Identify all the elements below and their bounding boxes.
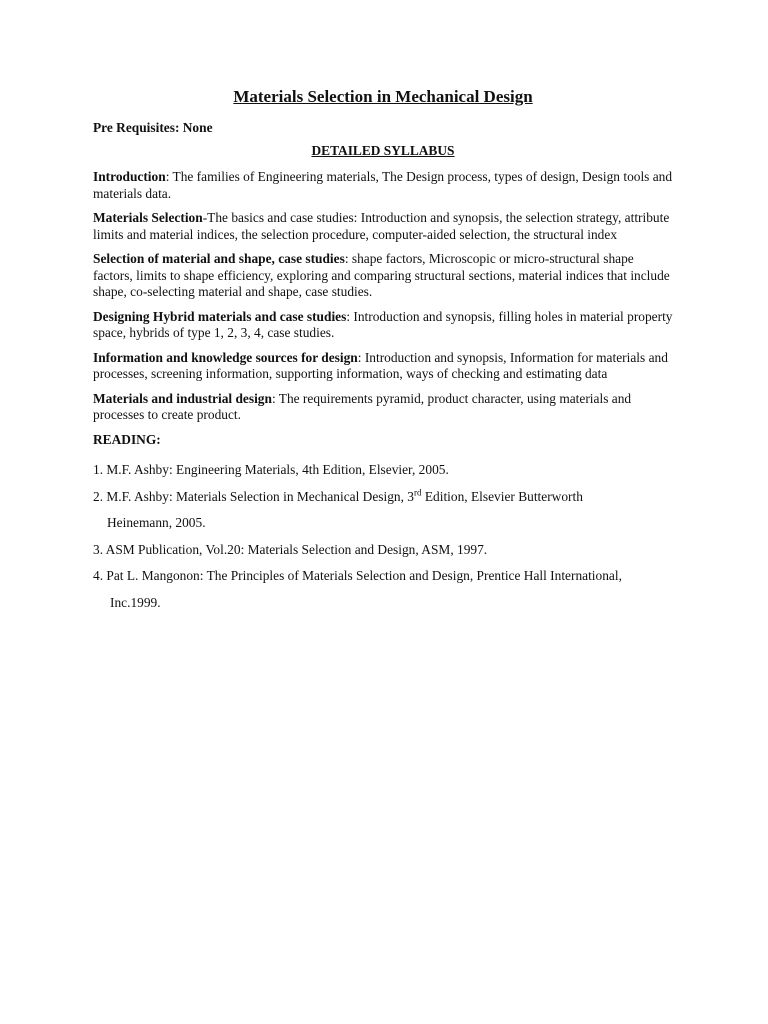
section-title: Designing Hybrid materials and case studies <box>93 308 347 324</box>
section-title: Information and knowledge sources for design <box>93 349 358 365</box>
reference-text: 2. M.F. Ashby: Materials Selection in Mechanical Design, 3 <box>93 488 414 504</box>
reference-item: 3. ASM Publication, Vol.20: Materials Selection and Design, ASM, 1997. <box>93 541 488 557</box>
section-text: -The basics and case studies: Introduction and synopsis, the selection strategy, attribute limits and material indices, the selection procedure, computer-aided selection, the structural index <box>93 210 670 242</box>
section-introduction <box>93 169 673 202</box>
section-text: : Introduction and synopsis, Information for materials and processes, screening information, supporting information, ways of checking and estimating data <box>93 349 668 381</box>
reference-item <box>93 563 673 616</box>
section-title: Materials Selection <box>93 210 203 225</box>
reference-item <box>93 484 673 537</box>
section-material-and-shape <box>93 251 673 301</box>
reference-text: Edition, Elsevier Butterworth <box>421 488 583 504</box>
prerequisites: Pre Requisites: None <box>93 120 213 135</box>
section-industrial-design <box>93 391 673 424</box>
section-hybrid-materials <box>93 309 673 342</box>
reference-item: 1. M.F. Ashby: Engineering Materials, 4th Edition, Elsevier, 2005. <box>93 462 449 477</box>
reference-continuation: Heinemann, 2005. <box>107 515 206 530</box>
section-text: : The families of Engineering materials, The Design process, types of design, Design tools and materials data. <box>93 169 673 201</box>
section-text: : The requirements pyramid, product character, using materials and processes to create product. <box>93 390 632 422</box>
reference-text: 4. Pat L. Mangonon: The Principles of Materials Selection and Design, Prentice Hall International, <box>93 568 622 583</box>
syllabus-heading: DETAILED SYLLABUS <box>311 142 455 158</box>
reference-continuation: Inc.1999. <box>110 594 161 610</box>
section-title: Materials and industrial design <box>93 390 272 406</box>
syllabus-page <box>93 86 673 616</box>
section-materials-selection <box>93 210 673 243</box>
section-title: Introduction <box>93 169 166 184</box>
document-title: Materials Selection in Mechanical Design <box>233 87 533 106</box>
section-information-sources <box>93 350 673 383</box>
superscript: rd <box>414 487 422 498</box>
section-text: : shape factors, Microscopic or micro-structural shape factors, limits to shape efficiency, exploring and comparing structural sections, material indices that include shape, co-selecting material and shape, case studies. <box>93 251 670 299</box>
section-title: Selection of material and shape, case studies <box>93 251 345 266</box>
section-text: : Introduction and synopsis, filling holes in material property space, hybrids of type 1, 2, 3, 4, case studies. <box>93 308 673 340</box>
reading-heading: READING: <box>93 431 161 447</box>
